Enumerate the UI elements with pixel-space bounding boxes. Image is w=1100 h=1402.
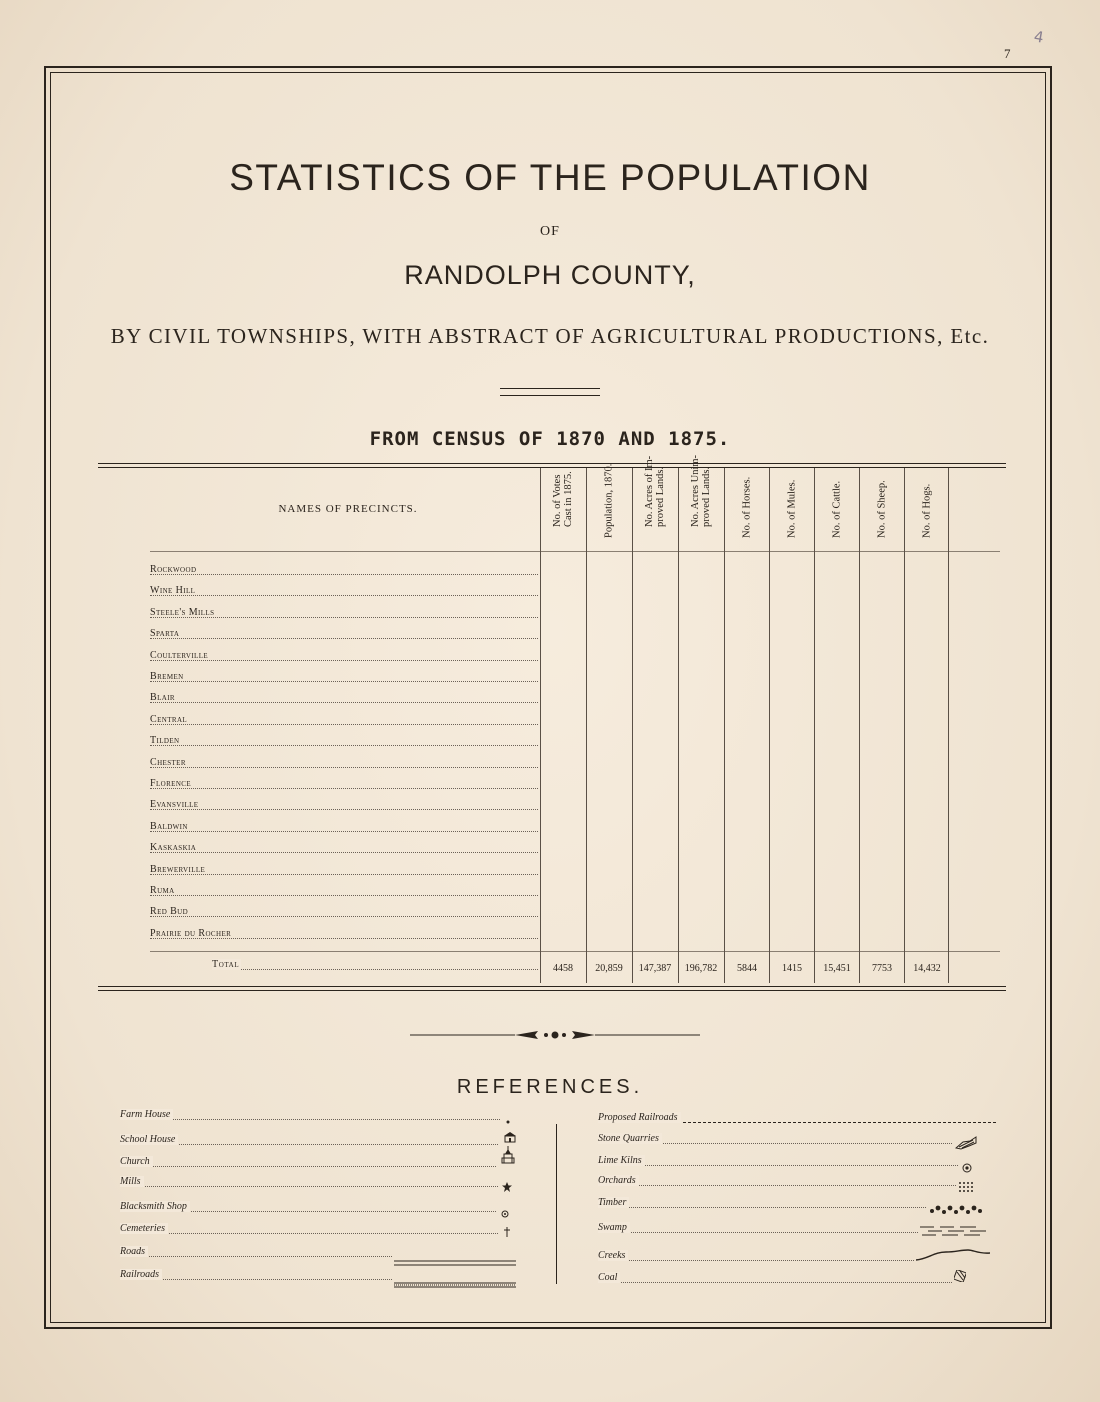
title-divider (500, 388, 600, 396)
total-value: 7753 (872, 963, 892, 974)
precinct-name: Baldwin (150, 820, 188, 832)
precinct-name: Wine Hill (150, 585, 196, 597)
precinct-row (150, 778, 538, 792)
mill-star-icon (502, 1179, 512, 1197)
reference-item (598, 1112, 996, 1126)
reference-item (598, 1175, 956, 1189)
total-label: Total (212, 959, 538, 973)
column-divider (948, 468, 949, 983)
reference-item (120, 1109, 500, 1123)
precinct-names-header: NAMES OF PRECINCTS. (278, 503, 418, 515)
precinct-name: Steele's Mills (150, 606, 215, 618)
reference-label: Church (120, 1156, 153, 1167)
precinct-row (150, 735, 538, 749)
statistics-table (98, 454, 1006, 993)
column-header-text: No. Acres of Im- proved Lands. (644, 455, 666, 527)
reference-item (120, 1201, 496, 1215)
precinct-row (150, 671, 538, 685)
reference-item (598, 1222, 918, 1236)
reference-item (598, 1272, 952, 1286)
road-lines-icon (394, 1253, 516, 1271)
precinct-row (150, 564, 538, 578)
precinct-name: Rockwood (150, 564, 197, 575)
reference-label: Mills (120, 1176, 144, 1187)
total-value: 147,387 (638, 963, 672, 974)
precinct-name: Red Bud (150, 906, 189, 918)
reference-label: Stone Quarries (598, 1133, 662, 1144)
column-header (725, 473, 769, 549)
quarry-icon (955, 1136, 977, 1155)
column-header-text: No. of Cattle. (831, 480, 843, 538)
column-header (587, 463, 631, 549)
page-number: 7 (1004, 46, 1011, 61)
reference-label: Lime Kilns (598, 1155, 645, 1166)
precinct-name: Coulterville (150, 649, 209, 661)
precinct-row (150, 714, 538, 728)
reference-label: Railroads (120, 1269, 162, 1280)
church-icon (501, 1146, 515, 1169)
precinct-name: Sparta (150, 628, 180, 640)
precinct-name: Ruma (150, 885, 175, 896)
column-header (905, 473, 949, 549)
page-title: STATISTICS OF THE POPULATION (229, 157, 871, 198)
reference-label: Roads (120, 1246, 148, 1257)
kiln-icon (962, 1160, 972, 1178)
precinct-name: Florence (150, 778, 192, 789)
table-total-rule (150, 951, 1000, 952)
precinct-row (150, 628, 538, 642)
precinct-name: Evansville (150, 799, 199, 811)
dot-icon (505, 1112, 511, 1130)
precinct-name: Chester (150, 756, 186, 768)
precinct-row (150, 650, 538, 664)
reference-item (120, 1223, 498, 1237)
railroad-lines-icon (394, 1275, 516, 1293)
column-header (815, 473, 859, 549)
pencil-annotation: 4 (1032, 27, 1046, 47)
column-header-text: No. Acres Unim- proved Lands. (690, 454, 712, 527)
precinct-name: Central (150, 713, 188, 725)
census-heading: FROM CENSUS OF 1870 AND 1875. (369, 428, 731, 450)
precinct-row (150, 928, 538, 942)
precinct-name: Tilden (150, 735, 180, 747)
column-header-text: No. of Mules. (786, 479, 798, 538)
precinct-row (150, 799, 538, 813)
orchard-icon (958, 1180, 974, 1198)
page-subtitle: BY CIVIL TOWNSHIPS, WITH ABSTRACT OF AGRICULTURAL PRODUCTIONS, Etc. (110, 324, 990, 348)
reference-item (598, 1250, 914, 1264)
column-header (541, 473, 585, 549)
reference-item (598, 1155, 958, 1169)
reference-item (120, 1246, 392, 1260)
circle-dot-icon (501, 1205, 509, 1223)
dashed-line-icon (998, 1122, 1004, 1140)
swamp-icon (920, 1224, 990, 1243)
column-header (679, 454, 723, 549)
reference-item (120, 1156, 496, 1170)
precinct-name: Brewerville (150, 863, 206, 875)
coal-icon (954, 1269, 966, 1287)
total-value: 196,782 (684, 963, 718, 974)
precinct-name: Kaskaskia (150, 842, 197, 854)
precinct-row (150, 864, 538, 878)
creek-icon (916, 1246, 990, 1267)
column-header-text: No. of Votes Cast in 1875. (552, 471, 574, 527)
reference-item (120, 1134, 498, 1148)
column-header-text: No. of Hogs. (921, 483, 933, 538)
ornament-divider (410, 1028, 700, 1042)
reference-item (598, 1197, 926, 1211)
reference-label: Coal (598, 1272, 620, 1283)
reference-label: Cemeteries (120, 1223, 168, 1234)
total-value: 4458 (553, 963, 573, 974)
reference-label: Farm House (120, 1109, 173, 1120)
precinct-row (150, 842, 538, 856)
precinct-row (150, 607, 538, 621)
table-top-rule (98, 463, 1006, 468)
reference-label: School House (120, 1134, 178, 1145)
column-header (770, 473, 814, 549)
references-title: REFERENCES. (456, 1076, 644, 1098)
column-header-text: No. of Sheep. (876, 480, 888, 538)
reference-label: Swamp (598, 1222, 630, 1233)
precinct-row (150, 692, 538, 706)
reference-label: Timber (598, 1197, 629, 1208)
precinct-row (150, 585, 538, 599)
precinct-row (150, 821, 538, 835)
reference-label: Creeks (598, 1250, 628, 1261)
precinct-row (150, 885, 538, 899)
reference-item (120, 1269, 392, 1283)
reference-label: Orchards (598, 1175, 639, 1186)
precinct-row (150, 757, 538, 771)
total-value: 1415 (782, 963, 802, 974)
column-header-text: No. of Horses. (741, 476, 753, 538)
total-value: 15,451 (823, 963, 851, 974)
reference-item (598, 1133, 952, 1147)
column-header-text: Population, 1870. (603, 463, 615, 538)
precinct-name: Bremen (150, 671, 184, 682)
column-header (860, 473, 904, 549)
precinct-row (150, 906, 538, 920)
total-value: 20,859 (595, 963, 623, 974)
title-of: OF (540, 224, 560, 239)
total-value: 5844 (737, 963, 757, 974)
county-name: RANDOLPH COUNTY, (404, 260, 696, 290)
reference-label: Proposed Railroads (598, 1112, 681, 1123)
timber-icon (928, 1203, 986, 1222)
cross-icon (504, 1224, 510, 1242)
total-value: 14,432 (913, 963, 941, 974)
references-divider (556, 1124, 557, 1284)
precinct-name: Prairie du Rocher (150, 927, 232, 939)
reference-label: Blacksmith Shop (120, 1201, 190, 1212)
precinct-name: Blair (150, 692, 176, 704)
column-header (633, 455, 677, 549)
reference-item (120, 1176, 498, 1190)
table-header-rule (150, 551, 1000, 552)
table-bottom-rule (98, 986, 1006, 991)
